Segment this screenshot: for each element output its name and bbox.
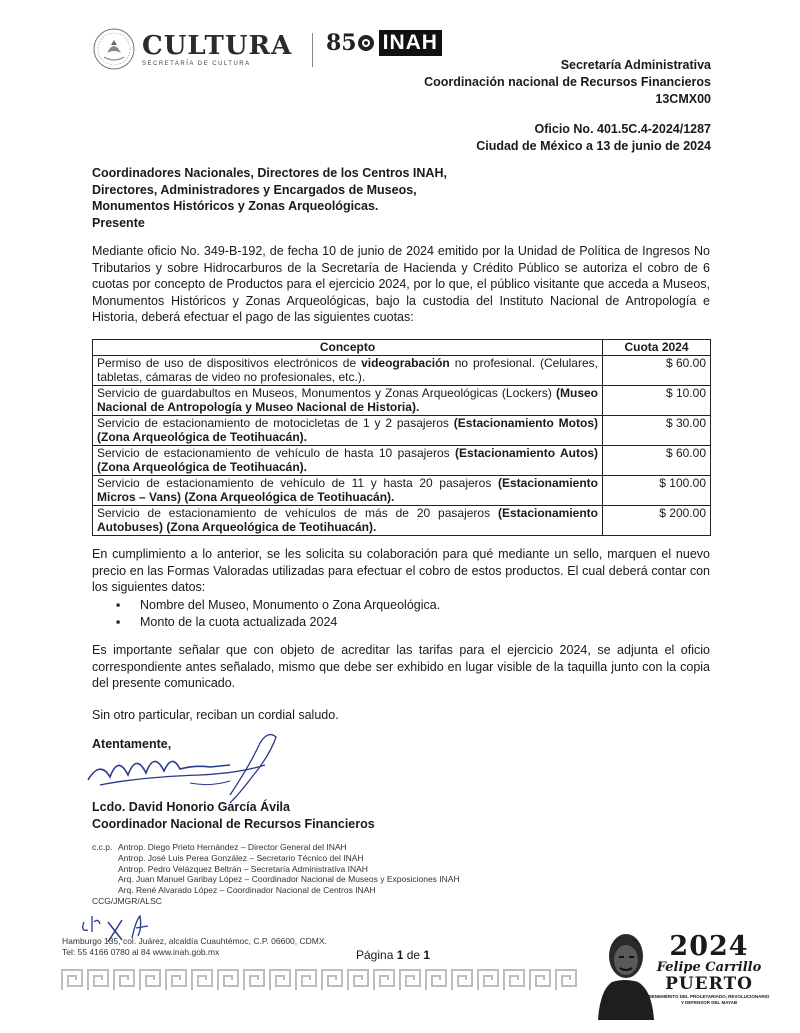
handwritten-signature: [80, 725, 290, 810]
paragraph-intro: Mediante oficio No. 349-B-192, de fecha 10 de junio de 2024 emitido por la Unidad de Política de Ingresos No Tributarios y sobre Hidrocarburos de la Secretaría de Hacienda y Crédito Público se autoriza el cobro de 6 cuotas por concepto de Productos para el ejercicio 2024, por lo que, el público visitante que acceda a Museos, Monumentos Históricos y Zonas Arqueológicas, bajo la custodia del Instituto Nacional de Antropología e Historia, deberá efectuar el pago de las siguientes cuotas:: [92, 244, 710, 324]
department-line: 13CMX00: [655, 92, 711, 106]
honoree-name: Felipe Carrillo: [656, 960, 762, 975]
table-header-row: [93, 340, 711, 356]
fee-cell: $ 60.00: [603, 356, 711, 386]
cultura-logo: [92, 27, 292, 71]
inah-anniversary: 85: [326, 30, 357, 56]
fee-cell: $ 10.00: [603, 386, 711, 416]
carbon-copy-list: [92, 842, 460, 907]
signer-title: Coordinador Nacional de Recursos Financieros: [92, 816, 375, 831]
concept-cell: Servicio de estacionamiento de vehículo de hasta 10 pasajeros (Estacionamiento Autos) (Zona Arqueológica de Teotihuacán).: [93, 446, 603, 476]
ccp-reference: CCG/JMGR/ALSC: [92, 895, 162, 906]
fees-table: [92, 339, 711, 536]
address-line: Hamburgo 135, col. Juárez, alcaldía Cuauhtémoc, C.P. 06600, CDMX.: [62, 936, 327, 946]
mexico-seal-icon: [92, 27, 136, 71]
commemorative-block: [648, 933, 770, 1005]
closing-salutation: Atentamente,: [92, 737, 172, 751]
concept-cell: Servicio de estacionamiento de vehículos de más de 20 pasajeros (Estacionamiento Autobuses) (Zona Arqueológica de Teotihuacán).: [93, 506, 603, 536]
concept-cell: Servicio de estacionamiento de motocicletas de 1 y 2 pasajeros (Estacionamiento Motos) (Zona Arqueológica de Teotihuacán).: [93, 416, 603, 446]
concept-cell: Servicio de estacionamiento de vehículo de 11 y hasta 20 pasajeros (Estacionamiento Micros – Vans) (Zona Arqueológica de Teotihuacán).: [93, 476, 603, 506]
ccp-line: Antrop. Diego Prieto Hernández – Director General del INAH: [118, 842, 347, 852]
column-header-fee: Cuota 2024: [603, 340, 711, 356]
concept-cell: Permiso de uso de dispositivos electrónicos de videograbación no profesional. (Celulares, tabletas, cámaras de video no profesionales, etc.).: [93, 356, 603, 386]
ccp-line: Antrop. José Luis Perea González – Secretario Técnico del INAH: [118, 852, 364, 863]
commemorative-year: 2024: [669, 931, 749, 962]
addressee-line: Presente: [92, 215, 145, 230]
page-number: Página 1 de 1: [356, 948, 431, 962]
department-line: Coordinación nacional de Recursos Financieros: [424, 75, 711, 89]
ccp-line: Arq. René Alvarado López – Coordinador Nacional de Centros INAH: [118, 885, 376, 896]
addressee-line: Coordinadores Nacionales, Directores de los Centros INAH,: [92, 166, 447, 180]
table-row: [93, 506, 711, 536]
fee-cell: $ 30.00: [603, 416, 711, 446]
document-reference: [476, 121, 711, 155]
inah-wordmark: INAH: [379, 30, 442, 56]
ccp-label: c.c.p.: [92, 842, 113, 852]
signer-block: [92, 799, 375, 832]
required-data-list: [116, 597, 440, 630]
logo-divider: [312, 33, 313, 67]
oficio-number: Oficio No. 401.5C.4-2024/1287: [534, 122, 711, 136]
honoree-tagline: BENEMÉRITO DEL PROLETARIADO, REVOLUCIONARIO Y DEFENSOR DEL MAYAB: [648, 994, 770, 1005]
fee-cell: $ 100.00: [603, 476, 711, 506]
department-line: Secretaría Administrativa: [560, 58, 711, 72]
table-row: [93, 416, 711, 446]
table-row: [93, 446, 711, 476]
table-row: [93, 386, 711, 416]
addressee-block: [92, 165, 447, 231]
inah-emblem-icon: [357, 34, 375, 52]
addressee-line: Monumentos Históricos y Zonas Arqueológicas.: [92, 199, 379, 213]
signer-name: Lcdo. David Honorio García Ávila: [92, 800, 290, 814]
ccp-line: Antrop. Pedro Velázquez Beltrán – Secretaría Administrativa INAH: [118, 863, 368, 874]
decorative-pattern-band: [60, 966, 580, 994]
list-item: ▪ Monto de la cuota actualizada 2024: [116, 614, 440, 631]
department-header: [424, 57, 711, 108]
fee-cell: $ 200.00: [603, 506, 711, 536]
cultura-wordmark: CULTURA: [142, 30, 293, 61]
honoree-surname: PUERTO: [665, 974, 753, 994]
cultura-subtitle: SECRETARÍA DE CULTURA: [142, 60, 251, 67]
paragraph-request: En cumplimiento a lo anterior, se les solicita su colaboración para qué mediante un sello, marquen el nuevo precio en las Formas Valoradas utilizadas para efectuar el cobro de estos productos. El cual deberá contar con los siguientes datos:: [92, 547, 710, 594]
concept-cell: Servicio de guardabultos en Museos, Monumentos y Zonas Arqueológicas (Lockers) (Museo Nacional de Antropología y Museo Nacional de Historia).: [93, 386, 603, 416]
fee-cell: $ 60.00: [603, 446, 711, 476]
inah-logo: [326, 30, 442, 56]
ccp-line: Arq. Juan Manuel Garibay López – Coordinador Nacional de Museos y Exposiciones INAH: [118, 874, 460, 885]
paragraph-farewell: Sin otro particular, reciban un cordial saludo.: [92, 708, 339, 722]
paragraph-attachment: Es importante señalar que con objeto de acreditar las tarifas para el ejercicio 2024, se adjunta el oficio correspondiente antes señalado, mismo que debe ser exhibido en lugar visible de la taquilla junto con la copia del presente comunicado.: [92, 643, 710, 690]
table-row: [93, 476, 711, 506]
list-item: ▪ Nombre del Museo, Monumento o Zona Arqueológica.: [116, 597, 440, 614]
place-date: Ciudad de México a 13 de junio de 2024: [476, 139, 711, 153]
addressee-line: Directores, Administradores y Encargados de Museos,: [92, 182, 417, 197]
contact-line: Tel: 55 4166 0780 al 84 www.inah.gob.mx: [62, 947, 220, 957]
footer-address: [62, 936, 327, 958]
table-row: [93, 356, 711, 386]
column-header-concept: Concepto: [93, 340, 603, 356]
